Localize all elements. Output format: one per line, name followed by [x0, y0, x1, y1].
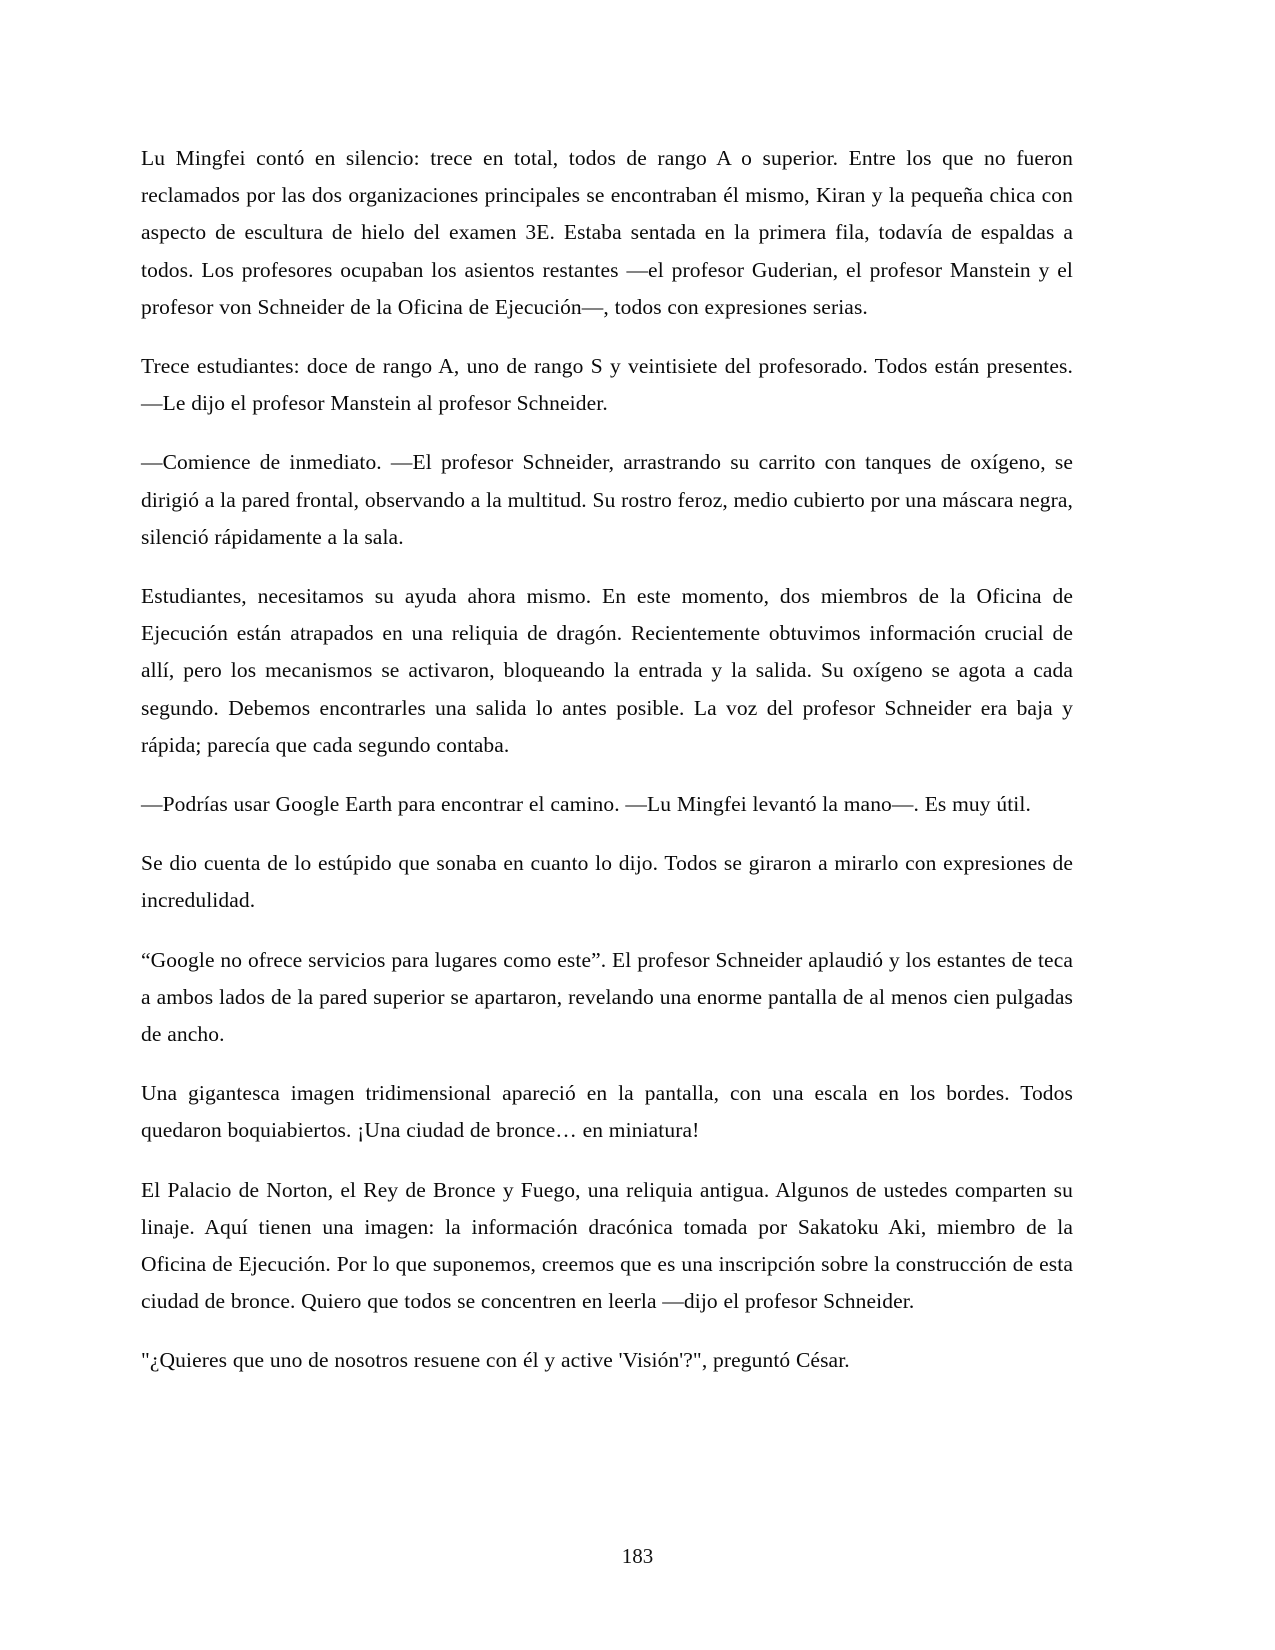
paragraph-10: "¿Quieres que uno de nosotros resuene con él y active 'Visión'?", preguntó César. — [141, 1348, 850, 1373]
paragraph-6: Se dio cuenta de lo estúpido que sonaba en cuanto lo dijo. Todos se giraron a mirarlo con expresiones de incredulidad. — [141, 851, 1073, 913]
paragraph-4: Estudiantes, necesitamos su ayuda ahora mismo. En este momento, dos miembros de la Oficina de Ejecución están atrapados en una reliquia de dragón. Recientemente obtuvimos información crucial de allí, pero los mecanismos se activaron, bloqueando la entrada y la salida. Su oxígeno se agota a cada segundo. Debemos encontrarles una salida lo antes posible. La voz del profesor Schneider era baja y rápida; parecía que cada segundo contaba. — [141, 584, 1073, 757]
paragraph-1: Lu Mingfei contó en silencio: trece en total, todos de rango A o superior. Entre los que no fueron reclamados por las dos organizaciones principales se encontraban él mismo, Kiran y la pequeña chica con aspecto de escultura de hielo del examen 3E. Estaba sentada en la primera fila, todavía de espaldas a todos. Los profesores ocupaban los asientos restantes —el profesor Guderian, el profesor Manstein y el profesor von Schneider de la Oficina de Ejecución—, todos con expresiones serias. — [141, 146, 1073, 319]
paragraph-8: Una gigantesca imagen tridimensional apareció en la pantalla, con una escala en los bordes. Todos quedaron boquiabiertos. ¡Una ciudad de bronce… en miniatura! — [141, 1081, 1073, 1143]
paragraph-2: Trece estudiantes: doce de rango A, uno de rango S y veintisiete del profesorado. Todos están presentes. —Le dijo el profesor Manstein al profesor Schneider. — [141, 354, 1073, 416]
paragraph-5: —Podrías usar Google Earth para encontrar el camino. —Lu Mingfei levantó la mano—. Es muy útil. — [141, 792, 1031, 817]
paragraph-7: “Google no ofrece servicios para lugares como este”. El profesor Schneider aplaudió y los estantes de teca a ambos lados de la pared superior se apartaron, revelando una enorme pantalla de al menos cien pulgadas de ancho. — [141, 947, 1073, 1047]
paragraph-9: El Palacio de Norton, el Rey de Bronce y Fuego, una reliquia antigua. Algunos de ustedes comparten su linaje. Aquí tienen una imagen: la información dracónica tomada por Sakatoku Aki, miembro de la Oficina de Ejecución. Por lo que suponemos, creemos que es una inscripción sobre la construcción de esta ciudad de bronce. Quiero que todos se concentren en leerla —dijo el profesor Schneider. — [141, 1177, 1073, 1314]
page-number: 183 — [621, 1544, 654, 1568]
body-text-column — [141, 140, 1073, 1380]
paragraph-3: —Comience de inmediato. —El profesor Schneider, arrastrando su carrito con tanques de oxígeno, se dirigió a la pared frontal, observando a la multitud. Su rostro feroz, medio cubierto por una máscara negra, silenció rápidamente a la sala. — [141, 450, 1073, 549]
